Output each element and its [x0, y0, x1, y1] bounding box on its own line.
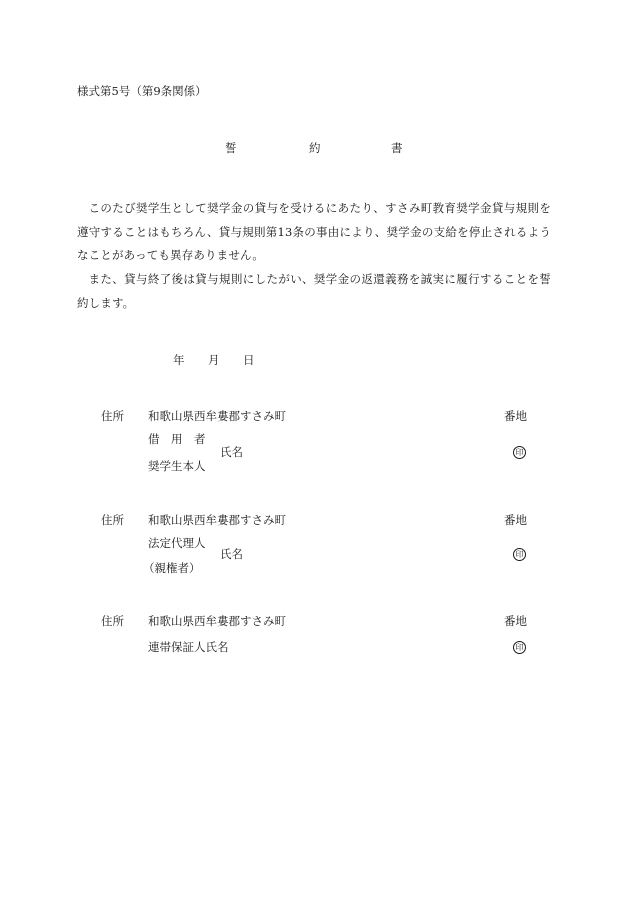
banchi-label: 番地	[504, 409, 527, 423]
seal-icon: 印	[513, 548, 526, 561]
address-label: 住所	[101, 409, 124, 423]
banchi-label: 番地	[504, 614, 527, 628]
address-label: 住所	[101, 513, 124, 527]
date-month: 月	[208, 353, 220, 367]
seal-icon: 印	[513, 446, 526, 459]
date-year: 年	[173, 353, 185, 367]
body-paragraph-2: また、貸与終了後は貸与規則にしたがい、奨学金の返還義務を誠実に履行することを誓約します。	[77, 272, 551, 310]
role-label: 借 用 者	[148, 432, 206, 446]
address-value: 和歌山県西牟婁郡すさみ町	[148, 614, 286, 628]
role-label-2: 奨学生本人	[148, 459, 206, 473]
title-char-3: 書	[391, 141, 403, 155]
seal-icon: 印	[513, 641, 526, 654]
role-label-2: （親権者）	[143, 561, 201, 575]
address-value: 和歌山県西牟婁郡すさみ町	[148, 409, 286, 423]
title-char-2: 約	[309, 141, 321, 155]
banchi-label: 番地	[504, 513, 527, 527]
name-label: 氏名	[220, 445, 243, 459]
title-char-1: 誓	[225, 141, 237, 155]
form-number: 様式第5号（第9条関係）	[77, 84, 207, 98]
role-label: 連帯保証人氏名	[148, 640, 229, 654]
role-label: 法定代理人	[148, 536, 206, 550]
name-label: 氏名	[220, 547, 243, 561]
body-paragraph-1: このたび奨学生として奨学金の貸与を受けるにあたり、すさみ町教育奨学金貸与規則を遵守することはもちろん、貸与規則第13条の事由により、奨学金の支給を停止されるようなことがあっても異存ありません。	[77, 201, 551, 262]
address-value: 和歌山県西牟婁郡すさみ町	[148, 513, 286, 527]
date-day: 日	[243, 353, 255, 367]
address-label: 住所	[101, 614, 124, 628]
